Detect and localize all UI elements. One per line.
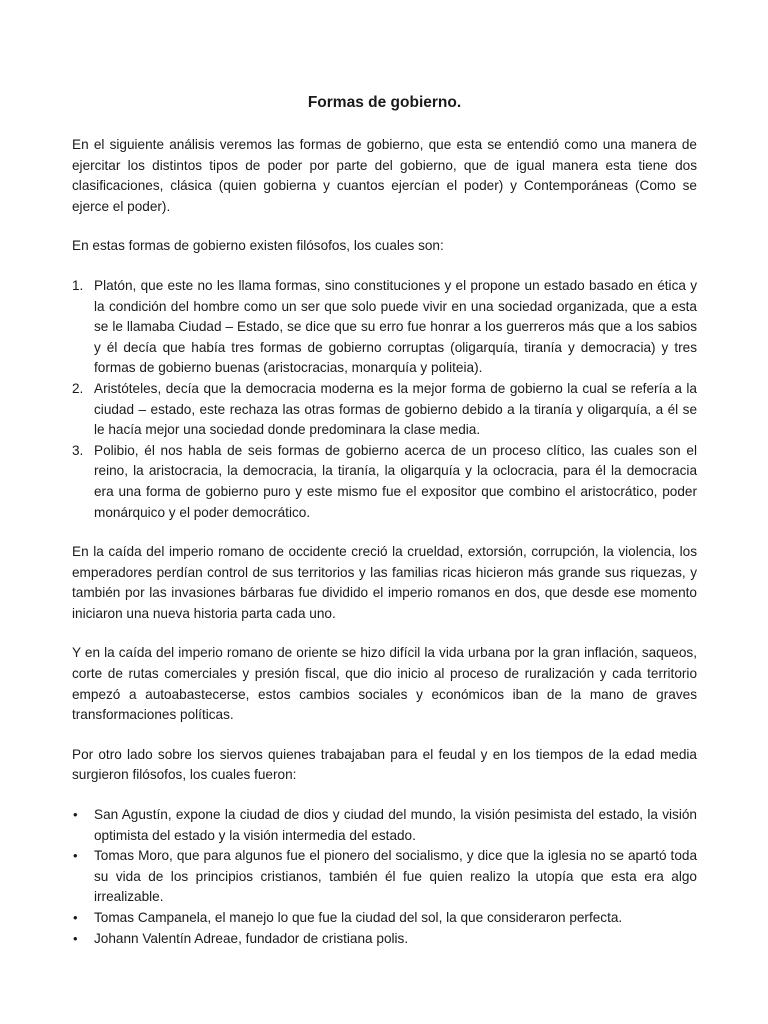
- list-item: [72, 441, 697, 523]
- list-item-text: Polibio, él nos habla de seis formas de gobierno acerca de un proceso clítico, las cuales son el reino, la aristocracia, la democracia, la tiranía, la oligarquía y la oclocracia, para él la democracia era una forma de gobierno puro y este mismo fue el expositor que combino el aristocrático, poder monárquico y el poder democrático.: [94, 442, 697, 520]
- philosophers-intro-paragraph: En estas formas de gobierno existen filósofos, los cuales son:: [72, 238, 444, 254]
- list-item-text: Johann Valentín Adreae, fundador de cristiana polis.: [94, 930, 409, 946]
- list-item-text: San Agustín, expone la ciudad de dios y ciudad del mundo, la visión pesimista del estado, la visión optimista del estado y la visión intermedia del estado.: [94, 807, 697, 843]
- list-item-text: Aristóteles, decía que la democracia moderna es la mejor forma de gobierno la cual se refería a la ciudad – estado, este rechaza las otras formas de gobierno debido a la tiranía y oligarquía, a él se le hacía mejor una sociedad donde predominara la clase media.: [94, 380, 697, 438]
- document-title: Formas de gobierno.: [307, 94, 462, 111]
- list-item: [72, 929, 697, 950]
- intro-paragraph: En el siguiente análisis veremos las formas de gobierno, que esta se entendió como una manera de ejercitar los distintos tipos de poder por parte del gobierno, que de igual manera esta tiene dos clasificaciones, clásica (quien gobierna y cuantos ejercían el poder) y Contemporáneas (Como se ejerce el poder).: [72, 137, 697, 214]
- list-item-text: Tomas Moro, que para algunos fue el pionero del socialismo, y dice que la iglesia no se apartó toda su vida de los principios cristianos, también él fue quien realizo la utopía que esta era algo irrealizable.: [94, 848, 697, 905]
- bullet-icon: •: [73, 807, 78, 823]
- bullet-icon: •: [73, 930, 78, 946]
- list-number: 1.: [72, 277, 84, 293]
- document-page: [72, 88, 697, 968]
- west-rome-paragraph: En la caída del imperio romano de occidente creció la crueldad, extorsión, corrupción, la violencia, los emperadores perdían control de sus territorios y las familias ricas hicieron más grande sus riquezas, y también por las invasiones bárbaras fue dividido el imperio romanos en dos, que desde ese momento iniciaron una nueva historia parta cada uno.: [72, 544, 697, 621]
- bullet-icon: •: [73, 848, 78, 864]
- list-item-text: Platón, que este no les llama formas, sino constituciones y el propone un estado basado en ética y la condición del hombre como un ser que solo puede vivir en una sociedad organizada, que a esta se le llamaba Ciudad – Estado, se dice que su erro fue honrar a los guerreros más que a los sabios y él decía que había tres formas de gobierno corruptas (oligarquía, tiranía y democracia) y tres formas de gobierno buenas (aristocracias, monarquía y politeia).: [94, 277, 697, 376]
- medieval-philosophers-bullet-list: [72, 805, 697, 949]
- philosophers-numbered-list: [72, 276, 697, 523]
- list-number: 2.: [72, 380, 84, 396]
- list-item: [72, 908, 697, 929]
- bullet-icon: •: [73, 910, 78, 925]
- list-item: [72, 379, 697, 441]
- list-item: [72, 805, 697, 846]
- list-item: [72, 846, 697, 908]
- list-number: 3.: [72, 442, 84, 458]
- middle-ages-paragraph: Por otro lado sobre los siervos quienes trabajaban para el feudal y en los tiempos de la edad media surgieron filósofos, los cuales fueron:: [72, 746, 697, 783]
- east-rome-paragraph: Y en la caída del imperio romano de oriente se hizo difícil la vida urbana por la gran inflación, saqueos, corte de rutas comerciales y presión fiscal, que dio inicio al proceso de ruralización y cada territorio empezó a autoabastecerse, estos cambios sociales y económicos iban de la mano de graves transformaciones políticas.: [72, 645, 697, 723]
- list-item-text: Tomas Campanela, el manejo lo que fue la ciudad del sol, la que consideraron perfecta.: [94, 910, 623, 925]
- list-item: [72, 276, 697, 379]
